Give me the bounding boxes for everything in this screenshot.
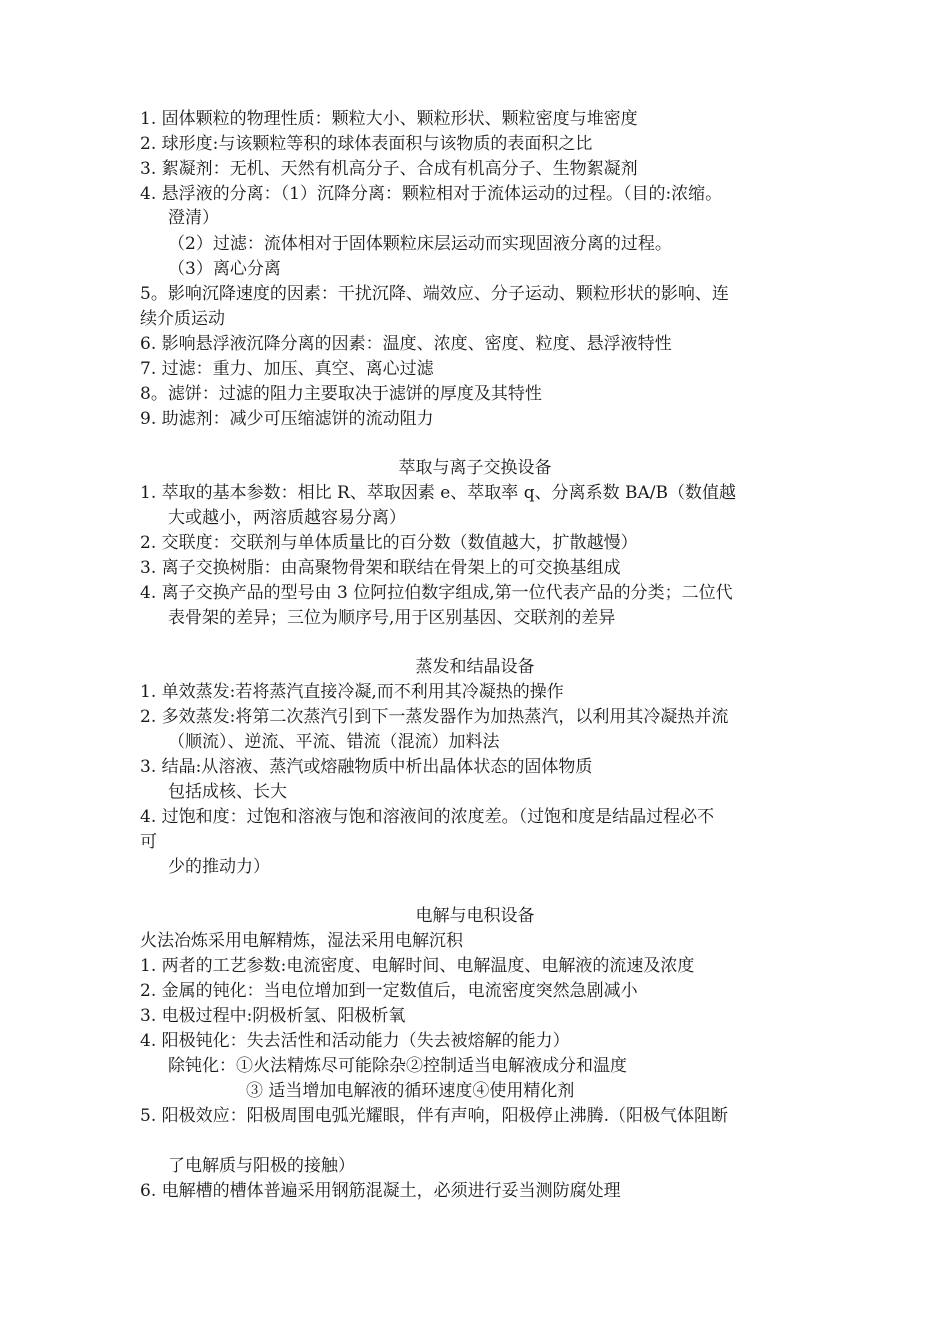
s4-line-6: ③ 适当增加电解液的循环速度④使用精化剂 (246, 1081, 575, 1101)
s2-line-2: 大或越小，两溶质越容易分离） (168, 508, 406, 528)
s2-line-4: 3. 离子交换树脂：由高聚物骨架和联结在骨架上的可交换基组成 (140, 558, 621, 578)
s1-line-10: 6. 影响悬浮液沉降分离的因素：温度、浓度、密度、粒度、悬浮液特性 (140, 334, 672, 354)
s1-line-5: 澄清） (168, 208, 219, 228)
s2-line-6: 表骨架的差异；三位为顺序号,用于区别基因、交联剂的差异 (168, 608, 616, 628)
s1-line-4: 4. 悬浮液的分离：（1）沉降分离：颗粒相对于流体运动的过程。（目的:浓缩。 (140, 184, 723, 204)
s4-line-9: 6. 电解槽的槽体普遍采用钢筋混凝土，必须进行妥当测防腐处理 (140, 1181, 621, 1201)
s1-line-3: 3. 絮凝剂：无机、天然有机高分子、合成有机高分子、生物絮凝剂 (140, 159, 638, 179)
s4-line-3: 3. 电极过程中:阴极析氢、阳极析氧 (140, 1006, 406, 1026)
s3-line-4: 3. 结晶:从溶液、蒸汽或熔融物质中析出晶体状态的固体物质 (140, 757, 593, 777)
s1-line-6: （2）过滤：流体相对于固体颗粒床层运动而实现固液分离的过程。 (168, 234, 672, 254)
s3-line-6: 4. 过饱和度：过饱和溶液与饱和溶液间的浓度差。（过饱和度是结晶过程必不 (140, 807, 715, 827)
s4-line-1: 1. 两者的工艺参数:电流密度、电解时间、电解温度、电解液的流速及浓度 (140, 956, 695, 976)
s1-line-8: 5。影响沉降速度的因素：干扰沉降、端效应、分子运动、颗粒形状的影响、连 (140, 284, 729, 304)
s4-line-7: 5. 阳极效应：阳极周围电弧光耀眼，伴有声响，阳极停止沸腾.（阳极气体阻断 (140, 1106, 729, 1126)
s4-line-2: 2. 金属的钝化：当电位增加到一定数值后，电流密度突然急剧减小 (140, 981, 638, 1001)
s2-line-1: 1. 萃取的基本参数：相比 R、萃取因素 e、萃取率 q、分离系数 BA/B（数值越 (140, 483, 736, 503)
s2-line-5: 4. 离子交换产品的型号由 3 位阿拉伯数字组成,第一位代表产品的分类；二位代 (140, 583, 733, 603)
s4-line-5: 除钝化：①火法精炼尽可能除杂②控制适当电解液成分和温度 (168, 1056, 627, 1076)
section-title-extraction: 萃取与离子交换设备 (398, 458, 552, 478)
s1-line-7: （3）离心分离 (168, 259, 281, 279)
s3-line-7: 可 (140, 832, 157, 852)
s4-line-0: 火法冶炼采用电解精炼，湿法采用电解沉积 (140, 931, 463, 951)
s4-line-4: 4. 阳极钝化：失去活性和活动能力（失去被熔解的能力） (140, 1031, 570, 1051)
section-title-evaporation: 蒸发和结晶设备 (415, 657, 535, 677)
s1-line-11: 7. 过滤：重力、加压、真空、离心过滤 (140, 359, 434, 379)
s3-line-5: 包括成核、长大 (168, 782, 287, 802)
s1-line-1: 1. 固体颗粒的物理性质：颗粒大小、颗粒形状、颗粒密度与堆密度 (140, 109, 638, 129)
s3-line-1: 1. 单效蒸发:若将蒸汽直接冷凝,而不利用其冷凝热的操作 (140, 682, 564, 702)
s3-line-8: 少的推动力） (168, 857, 270, 877)
s1-line-12: 8。滤饼：过滤的阻力主要取决于滤饼的厚度及其特性 (140, 384, 542, 404)
s1-line-9: 续介质运动 (140, 309, 225, 329)
section-title-electrolysis: 电解与电积设备 (415, 906, 535, 926)
s4-line-8: 了电解质与阳极的接触） (168, 1156, 355, 1176)
s1-line-2: 2. 球形度:与该颗粒等积的球体表面积与该物质的表面积之比 (140, 134, 593, 154)
s3-line-2: 2. 多效蒸发:将第二次蒸汽引到下一蒸发器作为加热蒸汽，以利用其冷凝热并流 (140, 707, 729, 727)
s3-line-3: （顺流）、逆流、平流、错流（混流）加料法 (168, 732, 500, 752)
s2-line-3: 2. 交联度：交联剂与单体质量比的百分数（数值越大，扩散越慢） (140, 533, 638, 553)
s1-line-13: 9. 助滤剂：减少可压缩滤饼的流动阻力 (140, 409, 434, 429)
